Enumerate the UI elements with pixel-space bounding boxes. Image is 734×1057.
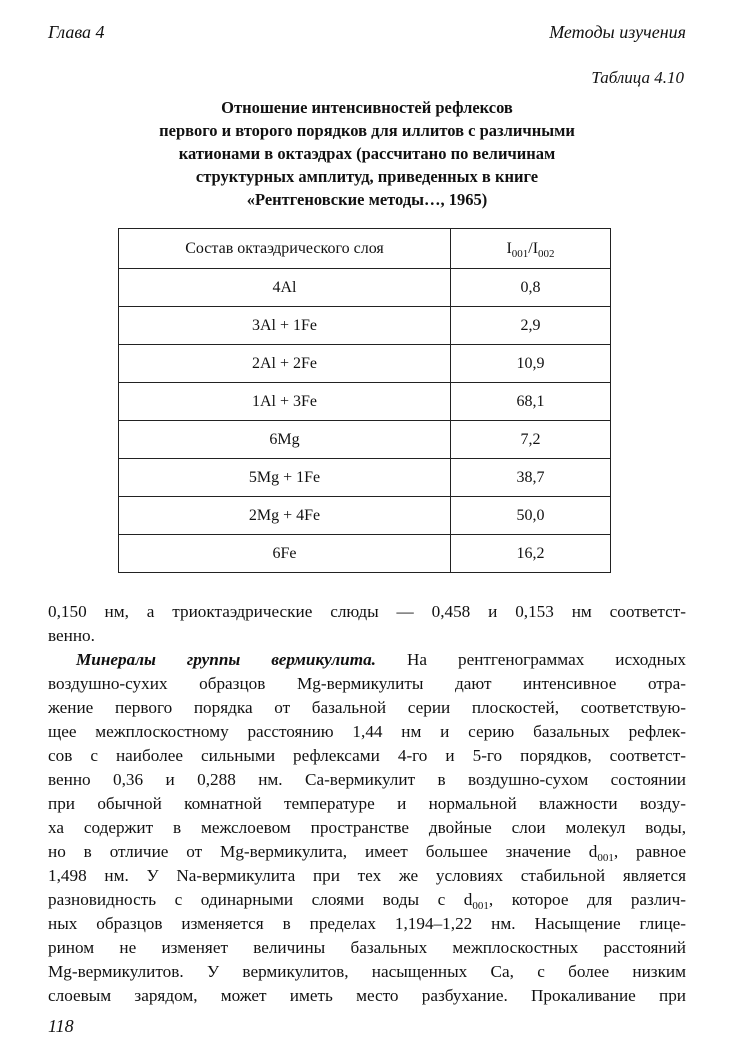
body-text	[48, 600, 686, 1008]
text-line: ха содержит в межслоевом пространстве двойные слои молекул воды,	[48, 818, 686, 837]
subscript: 001	[597, 852, 614, 864]
text-line: рином не изменяет величины базальных межплоскостных расстояний	[48, 938, 686, 957]
ratio-cell: 50,0	[451, 497, 611, 535]
running-head-chapter: Глава 4	[48, 22, 105, 42]
text-line: слоевым зарядом, может иметь место разбухание. Прокаливание при	[48, 986, 686, 1005]
text-line: 1,498 нм. У Na-вермикулита при тех же условиях стабильной является	[48, 866, 686, 885]
column-header-composition: Состав октаэдрического слоя	[119, 229, 451, 269]
composition-cell: 3Al + 1Fe	[119, 307, 451, 345]
text-span: но в отличие от Mg-вермикулита, имеет большее значение d	[48, 842, 598, 861]
text-line: Mg-вермикулитов. У вермикулитов, насыщенных Ca, с более низким	[48, 962, 686, 981]
ratio-cell: 10,9	[451, 345, 611, 383]
column-header-ratio	[451, 229, 611, 269]
ratio-cell: 7,2	[451, 421, 611, 459]
text-line	[48, 888, 686, 912]
table-title	[70, 96, 664, 211]
text-line: 0,150 нм, а триоктаэдрические слюды — 0,458 и 0,153 нм соответст-	[48, 602, 686, 621]
table-title-line: Отношение интенсивностей рефлексов	[221, 98, 513, 117]
table-title-line: структурных амплитуд, приведенных в книге	[195, 167, 539, 186]
table-row	[119, 535, 611, 573]
text-line	[48, 840, 686, 864]
ratio-cell: 2,9	[451, 307, 611, 345]
text-line	[48, 648, 686, 672]
ratio-cell: 0,8	[451, 269, 611, 307]
ratio-header-sub2: 002	[538, 247, 555, 260]
ratio-header-sep: /I	[528, 239, 539, 257]
table-header-row	[119, 229, 611, 269]
ratio-cell: 38,7	[451, 459, 611, 497]
text-line: щее межплоскостному расстоянию 1,44 нм и серию базальных рефлек-	[48, 722, 686, 741]
table-row	[119, 497, 611, 535]
composition-cell: 4Al	[119, 269, 451, 307]
table-title-line: первого и второго порядков для иллитов с различными	[159, 121, 575, 140]
composition-cell: 5Mg + 1Fe	[119, 459, 451, 497]
table-row	[119, 345, 611, 383]
text-span: разновидность с одинарными слоями воды с d	[48, 890, 473, 909]
page-number: 118	[48, 1016, 74, 1036]
table-number: Таблица 4.10	[591, 68, 684, 87]
ratio-header-sub1: 001	[511, 247, 529, 260]
composition-cell: 2Mg + 4Fe	[119, 497, 451, 535]
table-row	[119, 459, 611, 497]
table-title-line: «Рентгеновские методы…, 1965)	[246, 190, 488, 209]
composition-cell: 1Al + 3Fe	[119, 383, 451, 421]
table-row	[119, 421, 611, 459]
ratio-cell: 16,2	[451, 535, 611, 573]
ratio-header-i: I	[506, 239, 512, 257]
subscript: 001	[472, 900, 489, 912]
text-span: , которое для различ-	[488, 890, 686, 909]
text-line: сов с наиболее сильными рефлексами 4-го и 5-го порядков, соответст-	[48, 746, 686, 765]
table-row	[119, 307, 611, 345]
ratio-cell: 68,1	[451, 383, 611, 421]
section-lead: Минералы группы вермикулита.	[76, 650, 376, 669]
composition-cell: 6Mg	[119, 421, 451, 459]
text-line: ных образцов изменяется в пределах 1,194–1,22 нм. Насыщение глице-	[48, 914, 686, 933]
text-line: венно 0,36 и 0,288 нм. Ca-вермикулит в воздушно-сухом состоянии	[48, 770, 686, 789]
composition-cell: 6Fe	[119, 535, 451, 573]
text-span: На рентгенограммах исходных	[375, 650, 686, 669]
text-line: венно.	[48, 626, 95, 645]
text-line: воздушно-сухих образцов Mg-вермикулиты дают интенсивное отра-	[48, 674, 686, 693]
text-span: , равное	[613, 842, 687, 861]
table-row	[119, 269, 611, 307]
running-head-section: Методы изучения	[549, 22, 686, 42]
text-line: при обычной комнатной температуре и нормальной влажности возду-	[48, 794, 686, 813]
table-title-line: катионами в октаэдрах (рассчитано по величинам	[178, 144, 556, 163]
table-row	[119, 383, 611, 421]
text-line: жение первого порядка от базальной серии плоскостей, соответствую-	[48, 698, 686, 717]
composition-cell: 2Al + 2Fe	[119, 345, 451, 383]
intensity-ratio-table	[118, 228, 611, 573]
